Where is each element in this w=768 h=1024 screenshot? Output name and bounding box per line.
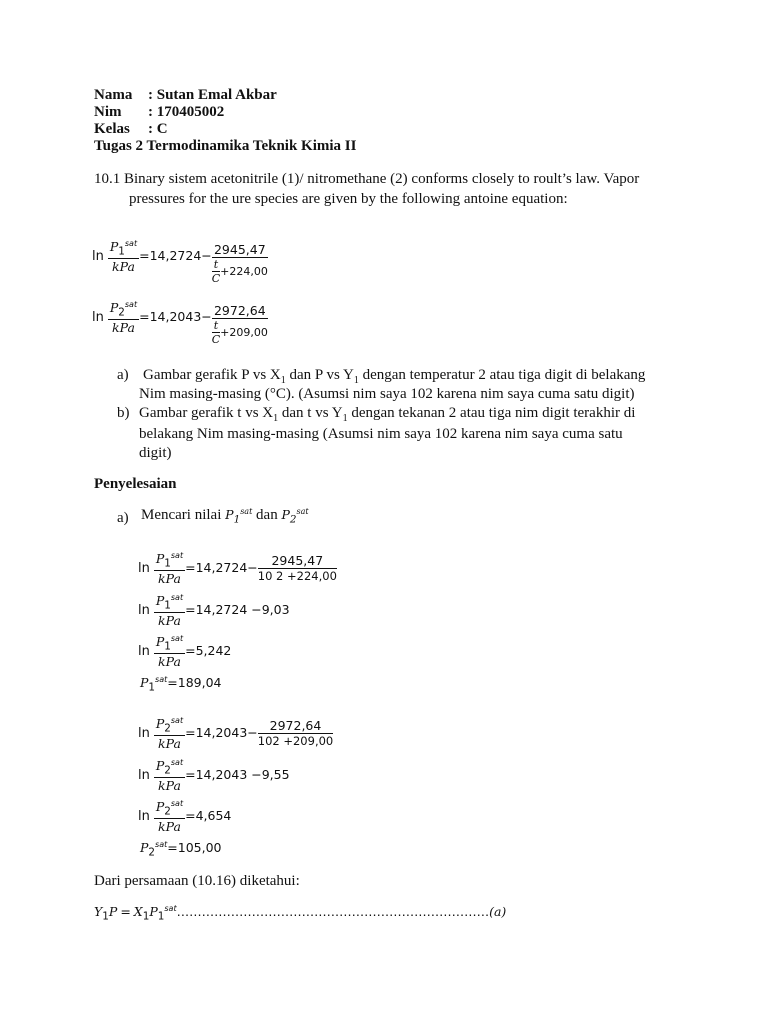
sat-superscript: sat: [155, 840, 168, 849]
sub-1: 1: [157, 910, 165, 923]
p-symbol: P: [225, 507, 234, 523]
equation-a: [94, 904, 506, 923]
task-b-text-pre: Gambar gerafik t vs X: [139, 405, 274, 421]
student-class-line: [94, 121, 168, 138]
kelas-value: : C: [148, 121, 168, 137]
c-symbol: C: [211, 272, 221, 285]
ln-symbol: ln: [138, 560, 150, 576]
t-symbol: t: [213, 258, 219, 271]
p-symbol: P: [155, 551, 165, 567]
p-symbol: P: [149, 904, 158, 920]
p2-step3-value: =4,654: [185, 807, 232, 823]
sat-superscript: sat: [296, 507, 309, 516]
task-b-marker: b): [117, 405, 130, 421]
task-a-line-1: [143, 367, 645, 386]
antoine-2-denominator: [212, 319, 268, 346]
p-symbol: P: [109, 239, 119, 255]
p-symbol: P: [155, 593, 165, 609]
student-nim-line: [94, 104, 224, 121]
sub-1: 1: [280, 375, 286, 386]
sat-superscript: sat: [170, 758, 184, 767]
equation-a-dots: …………………………………………………………………: [176, 904, 490, 920]
task-title: Tugas 2 Termodinamika Teknik Kimia II: [94, 138, 357, 154]
p1-step1-den: 10 2 +224,00: [257, 569, 337, 584]
task-a-text-pre: Gambar gerafik P vs X: [143, 367, 281, 383]
t-over-c: [212, 258, 220, 285]
task-b-line-2: belakang Nim masing-masing (Asumsi nim saya 102 karena nim saya cuma satu: [139, 426, 623, 442]
antoine-1-denominator: [212, 258, 268, 285]
ln-symbol: ln: [92, 249, 104, 264]
p1-over-kpa: [154, 593, 185, 628]
sat-superscript: sat: [155, 675, 168, 684]
p1-step1-num: 2945,47: [258, 553, 337, 569]
kpa-unit: kPa: [112, 319, 135, 335]
task-a-text-mid: dan P vs Y: [285, 367, 354, 383]
solution-a-text: Mencari nilai: [141, 507, 222, 524]
task-a-line-2: Nim masing-masing (°C). (Asumsi nim saya 102 karena nim saya cuma satu digit): [139, 386, 635, 402]
task-b-line-3: digit): [139, 445, 172, 461]
sub-2: 2: [164, 722, 171, 735]
p1-sat-symbol: [225, 507, 253, 526]
antoine-1-constant: =14,2724−: [139, 248, 212, 263]
sat-superscript: sat: [164, 904, 177, 913]
p1-step1-fraction: [258, 553, 337, 583]
p1-step-1: [138, 551, 337, 586]
nama-label: Nama: [94, 87, 133, 103]
p1-step2-value: =14,2724 −9,03: [185, 601, 290, 617]
t-symbol: t: [213, 319, 219, 332]
p-symbol: P: [155, 634, 165, 650]
t-over-c: [212, 319, 220, 346]
p2-result-value: =105,00: [167, 840, 222, 856]
p1-result: [140, 675, 221, 694]
antoine-equation-1: [92, 228, 268, 285]
sat-superscript: sat: [170, 799, 184, 808]
p1-over-kpa: [154, 551, 185, 586]
solution-a-marker: a): [117, 510, 129, 526]
antoine-equation-2: [92, 289, 268, 346]
ln-symbol: ln: [138, 808, 150, 824]
task-b-line-1: [139, 405, 635, 424]
sub-1: 1: [233, 513, 241, 526]
kpa-unit: kPa: [158, 612, 181, 628]
p2-over-kpa: [154, 758, 185, 793]
kpa-unit: kPa: [158, 818, 181, 834]
ln-symbol: ln: [138, 602, 150, 618]
reference-line: Dari persamaan (10.16) diketahui:: [94, 873, 300, 889]
sub-1: 1: [164, 557, 171, 570]
problem-line-1: 10.1 Binary sistem acetonitrile (1)/ nitromethane (2) conforms closely to roult’s law. Vapor: [94, 171, 640, 187]
kpa-unit: kPa: [158, 653, 181, 669]
ln-symbol: ln: [138, 643, 150, 659]
kpa-unit: kPa: [158, 735, 181, 751]
p1-step-2: [138, 593, 290, 628]
p-symbol: P: [155, 799, 165, 815]
p1-step-3: [138, 634, 231, 669]
task-a-text-post: dengan temperatur 2 atau tiga digit di belakang: [358, 367, 646, 383]
sub-2: 2: [118, 306, 125, 319]
antoine-1-fraction: [212, 242, 268, 285]
sub-1: 1: [273, 413, 279, 424]
sat-superscript: sat: [124, 239, 138, 249]
p2-over-kpa: [154, 799, 185, 834]
antoine-2-numerator: 2972,64: [212, 303, 268, 319]
p-symbol: P: [109, 300, 119, 316]
sub-1: 1: [102, 910, 109, 923]
sat-superscript: sat: [170, 634, 184, 643]
p2-over-kpa: [154, 716, 185, 751]
p-symbol: P: [108, 904, 118, 920]
antoine-2-fraction: [212, 303, 268, 346]
sub-2: 2: [164, 764, 171, 777]
solution-heading: Penyelesaian: [94, 476, 177, 492]
p2-sat-symbol: [281, 507, 309, 526]
kpa-unit: kPa: [158, 777, 181, 793]
p2-step-1: [138, 716, 333, 751]
antoine-1-numerator: 2945,47: [212, 242, 268, 258]
antoine-2-constant: =14,2043−: [139, 309, 212, 324]
p-symbol: P: [140, 840, 149, 856]
kpa-unit: kPa: [112, 258, 135, 274]
p1-result-value: =189,04: [167, 675, 222, 691]
ln-symbol: ln: [92, 310, 104, 325]
nama-value: : Sutan Emal Akbar: [148, 87, 277, 103]
sub-1: 1: [118, 245, 125, 258]
sub-1: 1: [353, 375, 359, 386]
student-name-line: [94, 87, 277, 104]
kelas-label: Kelas: [94, 121, 130, 137]
sat-superscript: sat: [170, 551, 184, 560]
p1-over-kpa: [108, 239, 139, 274]
p2-step2-value: =14,2043 −9,55: [185, 766, 290, 782]
sat-superscript: sat: [124, 300, 138, 310]
p2-step1-num: 2972,64: [258, 718, 333, 734]
nim-value: : 170405002: [148, 104, 225, 120]
ln-symbol: ln: [138, 725, 150, 741]
sub-1: 1: [142, 910, 150, 923]
p2-step1-const: =14,2043−: [185, 724, 258, 740]
p-symbol: P: [140, 675, 149, 691]
problem-line-2: pressures for the ure species are given by the following antoine equation:: [129, 191, 568, 207]
c-symbol: C: [211, 333, 221, 346]
solution-a-dan: dan: [256, 507, 278, 524]
sub-2: 2: [289, 513, 297, 526]
solution-a-line: [141, 507, 309, 526]
sub-1: 1: [164, 599, 171, 612]
sub-1: 1: [148, 681, 156, 694]
y-symbol: Y: [94, 904, 103, 920]
p2-step1-den: 102 +209,00: [257, 734, 334, 749]
equation-a-label: (a): [489, 904, 507, 920]
p-symbol: P: [155, 716, 165, 732]
sub-1: 1: [164, 640, 171, 653]
p2-step-3: [138, 799, 231, 834]
task-b-text-post: dengan tekanan 2 atau tiga nim digit terakhir di: [347, 405, 636, 421]
p-symbol: P: [155, 758, 165, 774]
antoine-2-den-add: +209,00: [220, 326, 268, 339]
x-symbol: X: [133, 904, 143, 920]
sat-superscript: sat: [240, 507, 253, 516]
p2-step1-fraction: [258, 718, 333, 748]
sub-1: 1: [342, 413, 348, 424]
p1-step1-const: =14,2724−: [185, 559, 258, 575]
nim-label: Nim: [94, 104, 122, 120]
p2-step-2: [138, 758, 290, 793]
kpa-unit: kPa: [158, 570, 181, 586]
ln-symbol: ln: [138, 767, 150, 783]
sat-superscript: sat: [170, 593, 184, 602]
p1-step3-value: =5,242: [185, 642, 232, 658]
p2-over-kpa: [108, 300, 139, 335]
sub-2: 2: [164, 805, 171, 818]
sat-superscript: sat: [170, 716, 184, 725]
task-b-text-mid: dan t vs Y: [278, 405, 343, 421]
p-symbol: P: [281, 507, 290, 523]
p1-over-kpa: [154, 634, 185, 669]
task-a-marker: a): [117, 367, 129, 383]
p2-result: [140, 840, 221, 859]
equals-sign: =: [120, 904, 131, 920]
sub-2: 2: [148, 846, 156, 859]
antoine-1-den-add: +224,00: [220, 265, 268, 278]
